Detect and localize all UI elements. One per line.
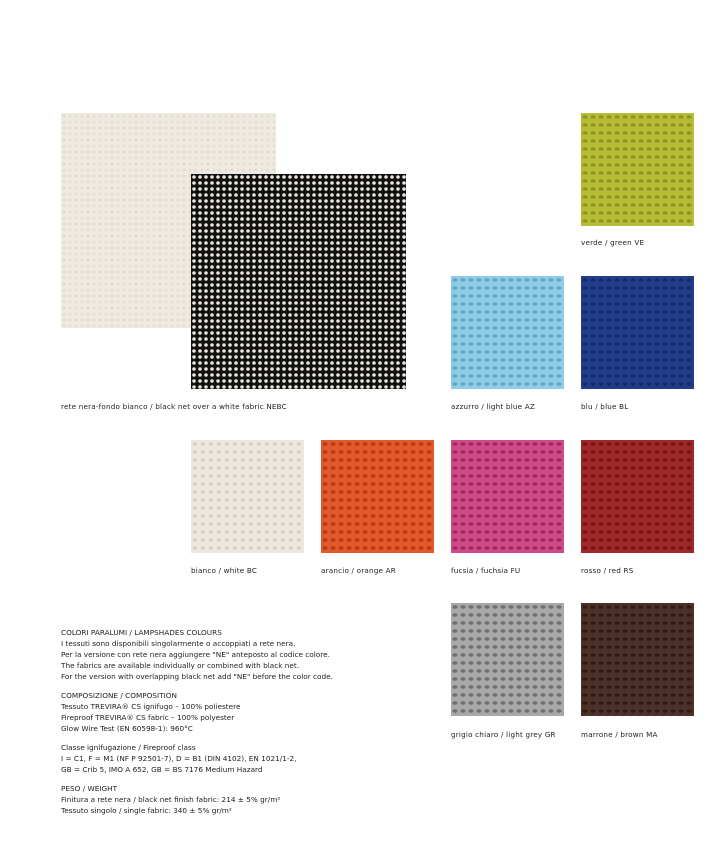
fire-class-line: I = C1, F = M1 (NF P 92501-7), D = B1 (DIN 4102), EN 1021/1-2, [61, 754, 297, 763]
composition-heading: COMPOSIZIONE / COMPOSITION [61, 691, 177, 700]
colors-heading: COLORI PARALUMI / LAMPSHADES COLOURS [61, 628, 222, 637]
colors-block [61, 627, 333, 682]
fire-class-block [61, 742, 333, 775]
weight-line: Tessuto singolo / single fabric: 340 ± 5% gr/m² [61, 806, 232, 815]
swatch-az [451, 276, 564, 389]
fabric-texture-blue [581, 276, 694, 389]
fabric-texture-white-small [191, 440, 304, 553]
swatch-bl [581, 276, 694, 389]
caption-ma: marrone / brown MA [581, 730, 658, 739]
colors-line: The fabrics are available individually or combined with black net. [61, 661, 300, 670]
swatch-bc [191, 440, 304, 553]
swatch-ar [321, 440, 434, 553]
fire-class-heading: Classe ignifugazione / Fireproof class [61, 743, 196, 752]
fabric-texture-green [581, 113, 694, 226]
fabric-texture-fuchsia [451, 440, 564, 553]
info-text [61, 627, 333, 824]
swatch-gr [451, 603, 564, 716]
swatch-ma [581, 603, 694, 716]
fabric-texture-light-grey [451, 603, 564, 716]
fabric-texture-black-net [191, 174, 406, 389]
composition-line: Fireproof TREVIRA® CS fabric – 100% polyester [61, 713, 235, 722]
fabric-texture-red [581, 440, 694, 553]
caption-gr: grigio chiaro / light grey GR [451, 730, 556, 739]
colors-line: For the version with overlapping black net add "NE" before the color code. [61, 672, 333, 681]
swatch-ve [581, 113, 694, 226]
caption-fu: fucsia / fuchsia FU [451, 566, 521, 575]
weight-block [61, 783, 333, 816]
caption-bc: bianco / white BC [191, 566, 258, 575]
caption-rs: rosso / red RS [581, 566, 634, 575]
fabric-texture-light-blue [451, 276, 564, 389]
colors-line: I tessuti sono disponibili singolarmente o accoppiati a rete nera. [61, 639, 296, 648]
swatch-fu [451, 440, 564, 553]
composition-line: Tessuto TREVIRA® CS ignifugo – 100% poliestere [61, 702, 241, 711]
caption-az: azzurro / light blue AZ [451, 402, 535, 411]
caption-ar: arancio / orange AR [321, 566, 396, 575]
caption-nebc: rete nera-fondo bianco / black net over a white fabric NEBC [61, 402, 287, 411]
weight-line: Finitura a rete nera / black net finish fabric: 214 ± 5% gr/m² [61, 795, 281, 804]
composition-line: Glow Wire Test (EN 60598-1): 960°C [61, 724, 193, 733]
swatch-rs [581, 440, 694, 553]
fabric-texture-orange [321, 440, 434, 553]
weight-heading: PESO / WEIGHT [61, 784, 118, 793]
composition-block [61, 690, 333, 734]
fire-class-line: GB = Crib 5, IMO A 652, GB = BS 7176 Medium Hazard [61, 765, 263, 774]
caption-ve: verde / green VE [581, 238, 645, 247]
caption-bl: blu / blue BL [581, 402, 629, 411]
fabric-texture-brown [581, 603, 694, 716]
swatch-nebc [191, 174, 406, 389]
colors-line: Per la versione con rete nera aggiungere "NE" anteposto al codice colore. [61, 650, 330, 659]
